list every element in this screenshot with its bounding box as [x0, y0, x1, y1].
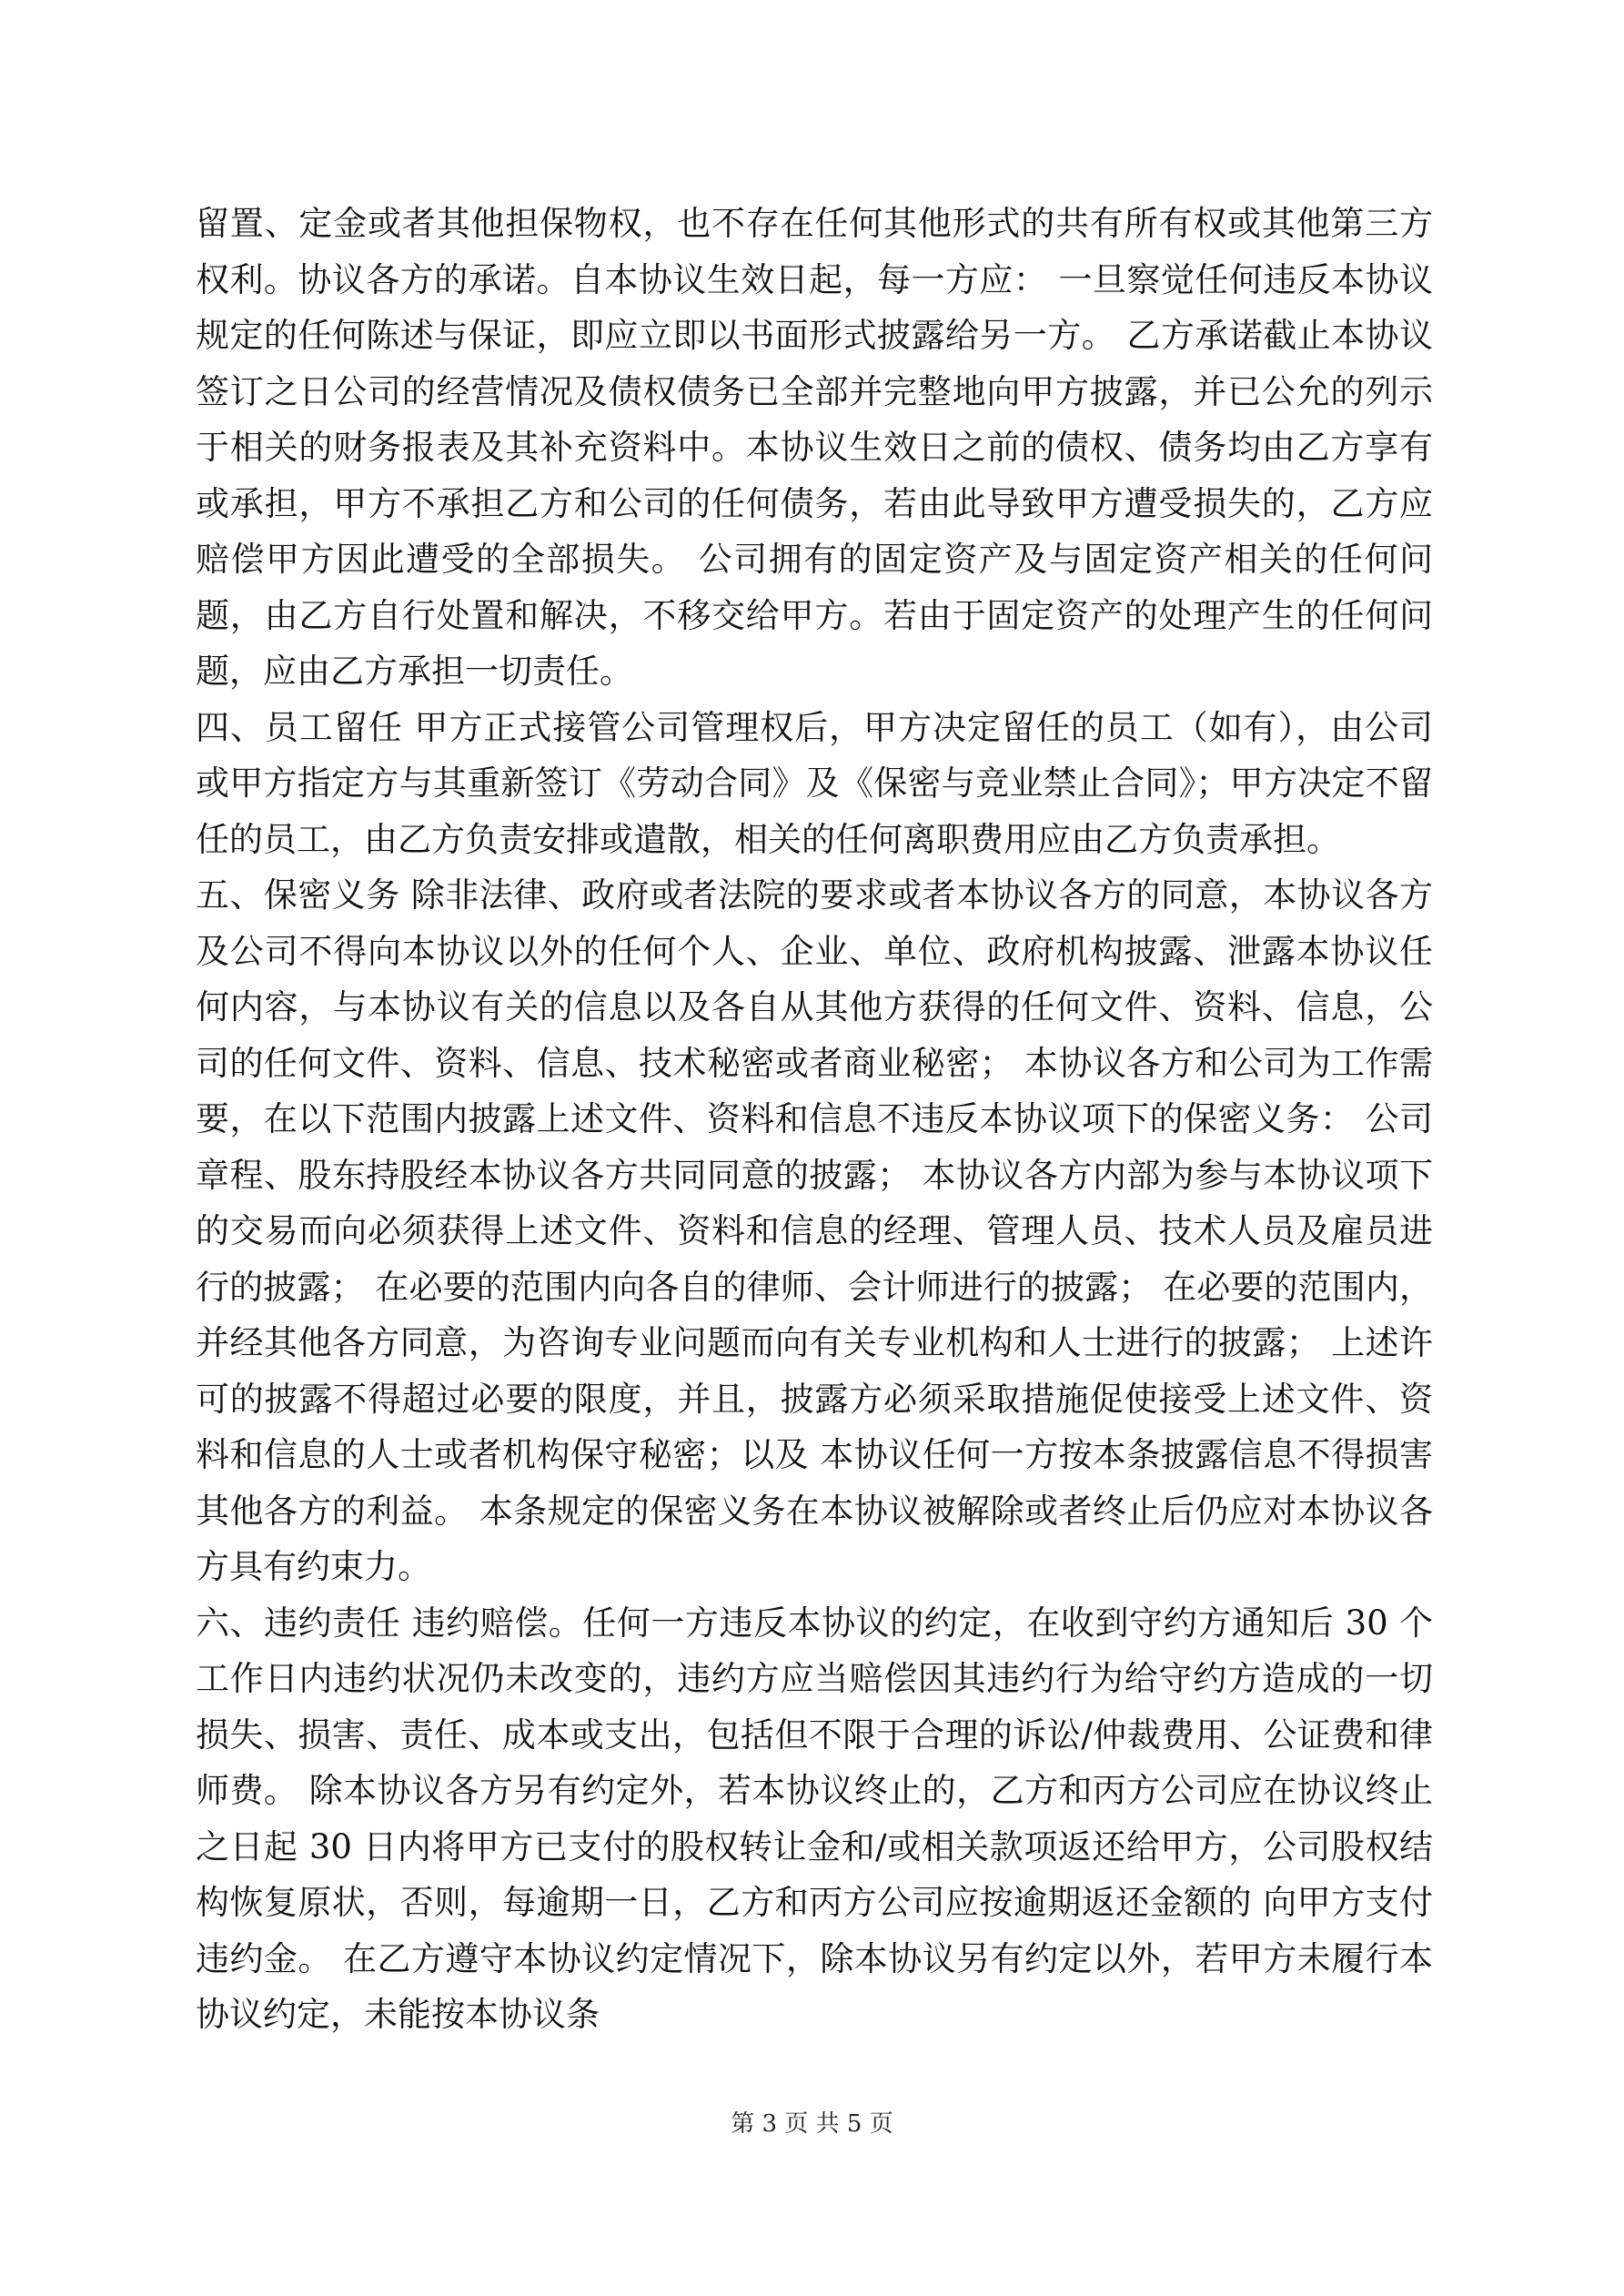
page-number-footer: 第 3 页 共 5 页 [731, 2110, 893, 2138]
paragraph-confidentiality: 五、保密义务 除非法律、政府或者法院的要求或者本协议各方的同意，本协议各方及公司不得向本协议以外的任何个人、企业、单位、政府机构披露、泄露本协议任何内容，与本协议有关的信息以及各自从其他方获得的任何文件、资料、信息，公司的任何文件、资料、信息、技术秘密或者商业秘密； 本协议各方和公司为工作需要，在以下范围内披露上述文件、资料和信息不违反本协议项下的保密义务： 公司章程、股东持股经本协议各方共同同意的披露； 本协议各方内部为参与本协议项下的交易而向必须获得上述文件、资料和信息的经理、管理人员、技术人员及雇员进行的披露； 在必要的范围内向各自的律师、会计师进行的披露； 在必要的范围内，并经其他各方同意，为咨询专业问题而向有关专业机构和人士进行的披露； 上述许可的披露不得超过必要的限度，并且，披露方必须采取措施促使接受上述文件、资料和信息的人士或者机构保守秘密；以及 本协议任何一方按本条披露信息不得损害其他各方的利益。 本条规定的保密义务在本协议被解除或者终止后仍应对本协议各方具有约束力。 [196, 875, 1433, 1586]
paragraph-employee-retention: 四、员工留任 甲方正式接管公司管理权后，甲方决定留任的员工（如有），由公司或甲方指定方与其重新签订《劳动合同》及《保密与竞业禁止合同》；甲方决定不留任的员工，由乙方负责安排或遣散，相关的任何离职费用应由乙方负责承担。 [196, 707, 1433, 859]
document-body [196, 196, 1433, 2043]
paragraph-liability: 六、违约责任 违约赔偿。任何一方违反本协议的约定，在收到守约方通知后 30 个工作日内违约状况仍未改变的，违约方应当赔偿因其违约行为给守约方造成的一切损失、损害、责任、成本或支出，包括但不限于合理的诉讼/仲裁费用、公证费和律师费。 除本协议各方另有约定外，若本协议终止的，乙方和丙方公司应在协议终止之日起 30 日内将甲方已支付的股权转让金和/或相关款项返还给甲方，公司股权结构恢复原状，否则，每逾期一日，乙方和丙方公司应按逾期返还金额的 向甲方支付违约金。 在乙方遵守本协议约定情况下，除本协议另有约定以外，若甲方未履行本协议约定，未能按本协议条 [196, 1603, 1433, 2034]
paragraph-obligations: 留置、定金或者其他担保物权，也不存在任何其他形式的共有所有权或其他第三方权利。协议各方的承诺。自本协议生效日起，每一方应： 一旦察觉任何违反本协议规定的任何陈述与保证，即应立即以书面形式披露给另一方。 乙方承诺截止本协议签订之日公司的经营情况及债权债务已全部并完整地向甲方披露，并已公允的列示于相关的财务报表及其补充资料中。本协议生效日之前的债权、债务均由乙方享有或承担，甲方不承担乙方和公司的任何债务，若由此导致甲方遭受损失的，乙方应赔偿甲方因此遭受的全部损失。 公司拥有的固定资产及与固定资产相关的任何问题，由乙方自行处置和解决，不移交给甲方。若由于固定资产的处理产生的任何问题，应由乙方承担一切责任。 [196, 204, 1433, 691]
